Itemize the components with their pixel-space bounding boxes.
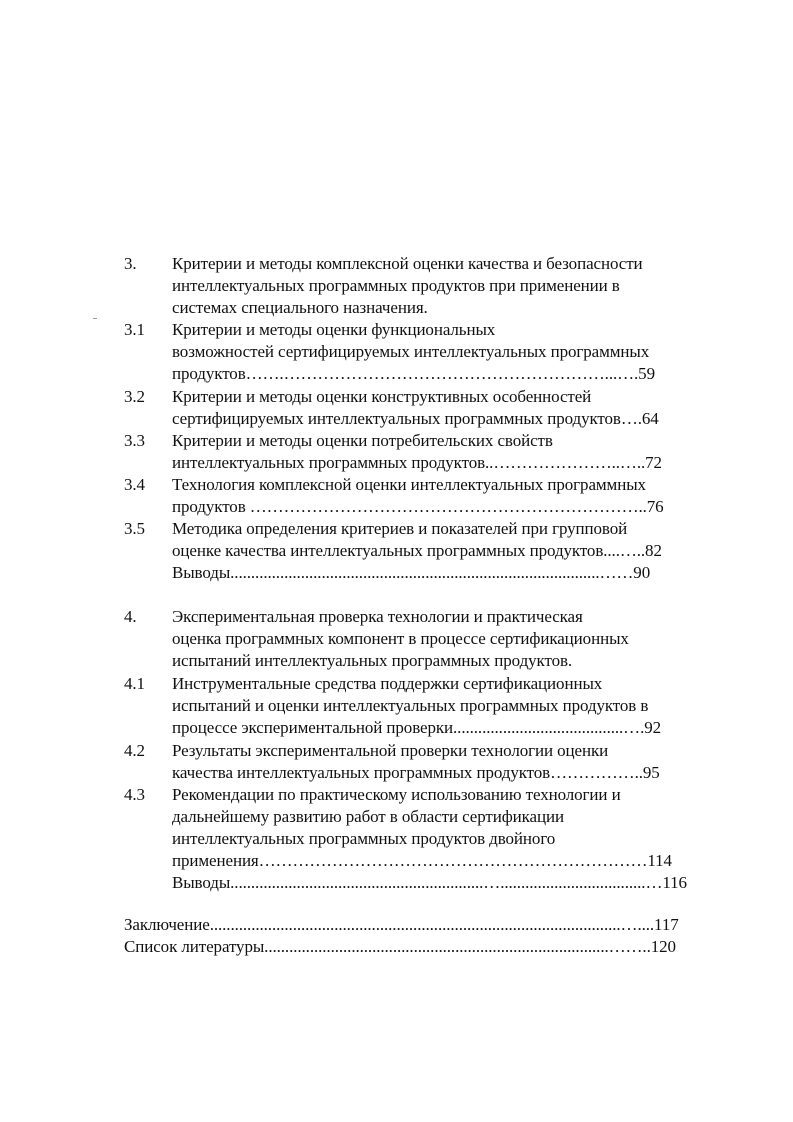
section-4-3-line-4: применения……………………………………………………………114 [172,851,672,870]
section-3-1-line-3: продуктов…….…………………………………………………...….59 [172,364,655,383]
chapter-4-number: 4. [124,607,137,626]
section-3-5-number: 3.5 [124,519,145,538]
section-3-4-number: 3.4 [124,475,145,494]
section-3-3-line-1: Критерии и методы оценки потребительских свойств [172,431,553,450]
section-4-1-number: 4.1 [124,674,145,693]
section-4-3-line-3: интеллектуальных программных продуктов двойного [172,829,556,848]
chapter-4-title-line-3: испытаний интеллектуальных программных продуктов. [172,651,573,670]
section-4-1-line-2: испытаний и оценки интеллектуальных программных продуктов в [172,696,649,715]
section-3-2-line-2: сертифицируемых интеллектуальных программных продуктов….64 [172,409,659,428]
section-3-1-number: 3.1 [124,320,145,339]
toc-conclusion: Заключение...................................................................................................…....117 [124,915,679,934]
chapter-3-conclusions: Выводы.........................................................................................……90 [172,563,651,582]
section-3-1-line-2: возможностей сертифицируемых интеллектуальных программных [172,342,650,361]
section-4-1-line-1: Инструментальные средства поддержки сертификационных [172,674,603,693]
section-4-2-line-1: Результаты экспериментальной проверки технологии оценки [172,741,609,760]
section-3-3-line-2: интеллектуальных программных продуктов..…………………..…..72 [172,453,662,472]
section-3-4-line-2: продуктов ……………………………………………………………..76 [172,497,664,516]
section-4-3-line-1: Рекомендации по практическому использованию технологии и [172,785,621,804]
chapter-3-title-line-3: системах специального назначения. [172,298,428,317]
section-4-1-line-3: процессе экспериментальной проверки.........................................….92 [172,718,662,737]
chapter-4-title-line-2: оценка программных компонент в процессе сертификационных [172,629,629,648]
section-4-2-line-2: качества интеллектуальных программных продуктов……………..95 [172,763,660,782]
chapter-3-title-line-1: Критерии и методы комплексной оценки качества и безопасности [172,254,643,273]
chapter-3-title-line-2: интеллектуальных программных продуктов при применении в [172,276,620,295]
scan-mark [93,318,97,319]
section-4-2-number: 4.2 [124,741,145,760]
chapter-4-title-line-1: Экспериментальная проверка технологии и практическая [172,607,583,626]
chapter-3-number: 3. [124,254,137,273]
section-3-2-number: 3.2 [124,387,145,406]
section-4-3-line-2: дальнейшему развитию работ в области сертификации [172,807,564,826]
section-4-3-number: 4.3 [124,785,145,804]
section-3-1-line-1: Критерии и методы оценки функциональных [172,320,496,339]
toc-references: Список литературы...................................................................................……..120 [124,937,676,956]
section-3-3-number: 3.3 [124,431,145,450]
section-3-5-line-1: Методика определения критериев и показателей при групповой [172,519,628,538]
section-3-2-line-1: Критерии и методы оценки конструктивных особенностей [172,387,592,406]
section-3-4-line-1: Технология комплексной оценки интеллектуальных программных [172,475,646,494]
section-3-5-line-2: оценке качества интеллектуальных программных продуктов....…..82 [172,541,662,560]
chapter-4-conclusions: Выводы.............................................................…...................................…116 [172,873,687,892]
